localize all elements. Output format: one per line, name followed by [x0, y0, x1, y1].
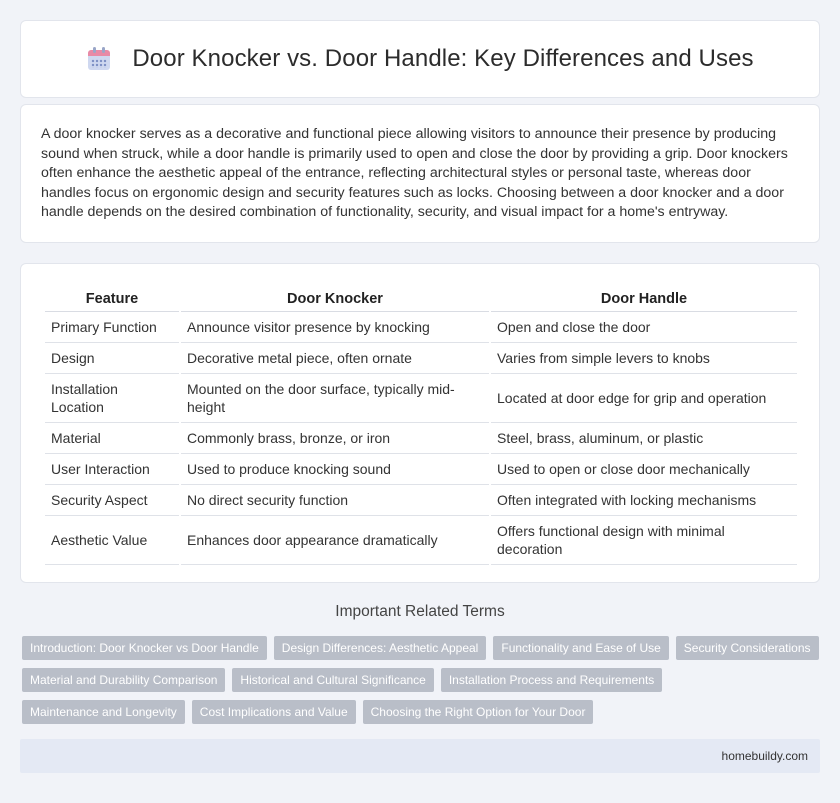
footer-site[interactable]: homebuildy.com	[721, 749, 808, 763]
title-wrap	[86, 45, 753, 73]
row-handle: Located at door edge for grip and operation	[491, 374, 797, 423]
table-row	[45, 312, 797, 343]
row-handle: Used to open or close door mechanically	[491, 454, 797, 485]
row-feature: Installation Location	[45, 374, 179, 423]
tag-link[interactable]: Historical and Cultural Significance	[232, 668, 433, 692]
page-title: Door Knocker vs. Door Handle: Key Differences and Uses	[132, 45, 754, 72]
table-row	[45, 516, 797, 565]
row-knocker: Decorative metal piece, often ornate	[181, 343, 489, 374]
intro-text: A door knocker serves as a decorative and functional piece allowing visitors to announce their presence by producing sound when struck, while a door handle is primarily used to open and close the door by providing a grip. Door knockers often enhance the aesthetic appeal of the entrance, reflecting architectural styles or personal taste, whereas door handles focus on ergonomic design and security features such as locks. Choosing between a door knocker and a door handle depends on the desired combination of functionality, security, and visual impact for a home's entryway.	[41, 126, 788, 221]
tag-link[interactable]: Cost Implications and Value	[192, 700, 356, 724]
tag-link[interactable]: Design Differences: Aesthetic Appeal	[274, 636, 487, 660]
row-knocker: Commonly brass, bronze, or iron	[181, 423, 489, 454]
table-row	[45, 454, 797, 485]
table-row	[45, 485, 797, 516]
table-row	[45, 423, 797, 454]
row-feature: Primary Function	[45, 312, 179, 343]
tag-link[interactable]: Functionality and Ease of Use	[493, 636, 668, 660]
header-door-handle: Door Handle	[491, 284, 797, 312]
footer	[20, 739, 820, 773]
comparison-card	[20, 263, 820, 583]
header-card	[20, 20, 820, 98]
row-feature: Security Aspect	[45, 485, 179, 516]
row-knocker: Mounted on the door surface, typically mid-height	[181, 374, 489, 423]
row-handle: Varies from simple levers to knobs	[491, 343, 797, 374]
related-tags	[22, 636, 822, 724]
header-door-knocker: Door Knocker	[181, 284, 489, 312]
row-knocker: Used to produce knocking sound	[181, 454, 489, 485]
intro-card	[20, 104, 820, 243]
row-feature: Aesthetic Value	[45, 516, 179, 565]
tag-link[interactable]: Choosing the Right Option for Your Door	[363, 700, 594, 724]
tag-link[interactable]: Maintenance and Longevity	[22, 700, 185, 724]
related-terms-title: Important Related Terms	[335, 603, 505, 620]
row-handle: Steel, brass, aluminum, or plastic	[491, 423, 797, 454]
tag-link[interactable]: Security Considerations	[676, 636, 819, 660]
comparison-table	[43, 284, 799, 565]
calendar-icon	[86, 46, 112, 72]
row-feature: User Interaction	[45, 454, 179, 485]
row-knocker: Announce visitor presence by knocking	[181, 312, 489, 343]
row-knocker: Enhances door appearance dramatically	[181, 516, 489, 565]
row-handle: Open and close the door	[491, 312, 797, 343]
table-row	[45, 343, 797, 374]
row-knocker: No direct security function	[181, 485, 489, 516]
row-feature: Design	[45, 343, 179, 374]
row-handle: Often integrated with locking mechanisms	[491, 485, 797, 516]
tag-link[interactable]: Installation Process and Requirements	[441, 668, 662, 692]
tag-link[interactable]: Introduction: Door Knocker vs Door Handle	[22, 636, 267, 660]
tag-link[interactable]: Material and Durability Comparison	[22, 668, 225, 692]
table-header-row	[45, 284, 797, 312]
row-feature: Material	[45, 423, 179, 454]
table-row	[45, 374, 797, 423]
row-handle: Offers functional design with minimal decoration	[491, 516, 797, 565]
header-feature: Feature	[45, 284, 179, 312]
